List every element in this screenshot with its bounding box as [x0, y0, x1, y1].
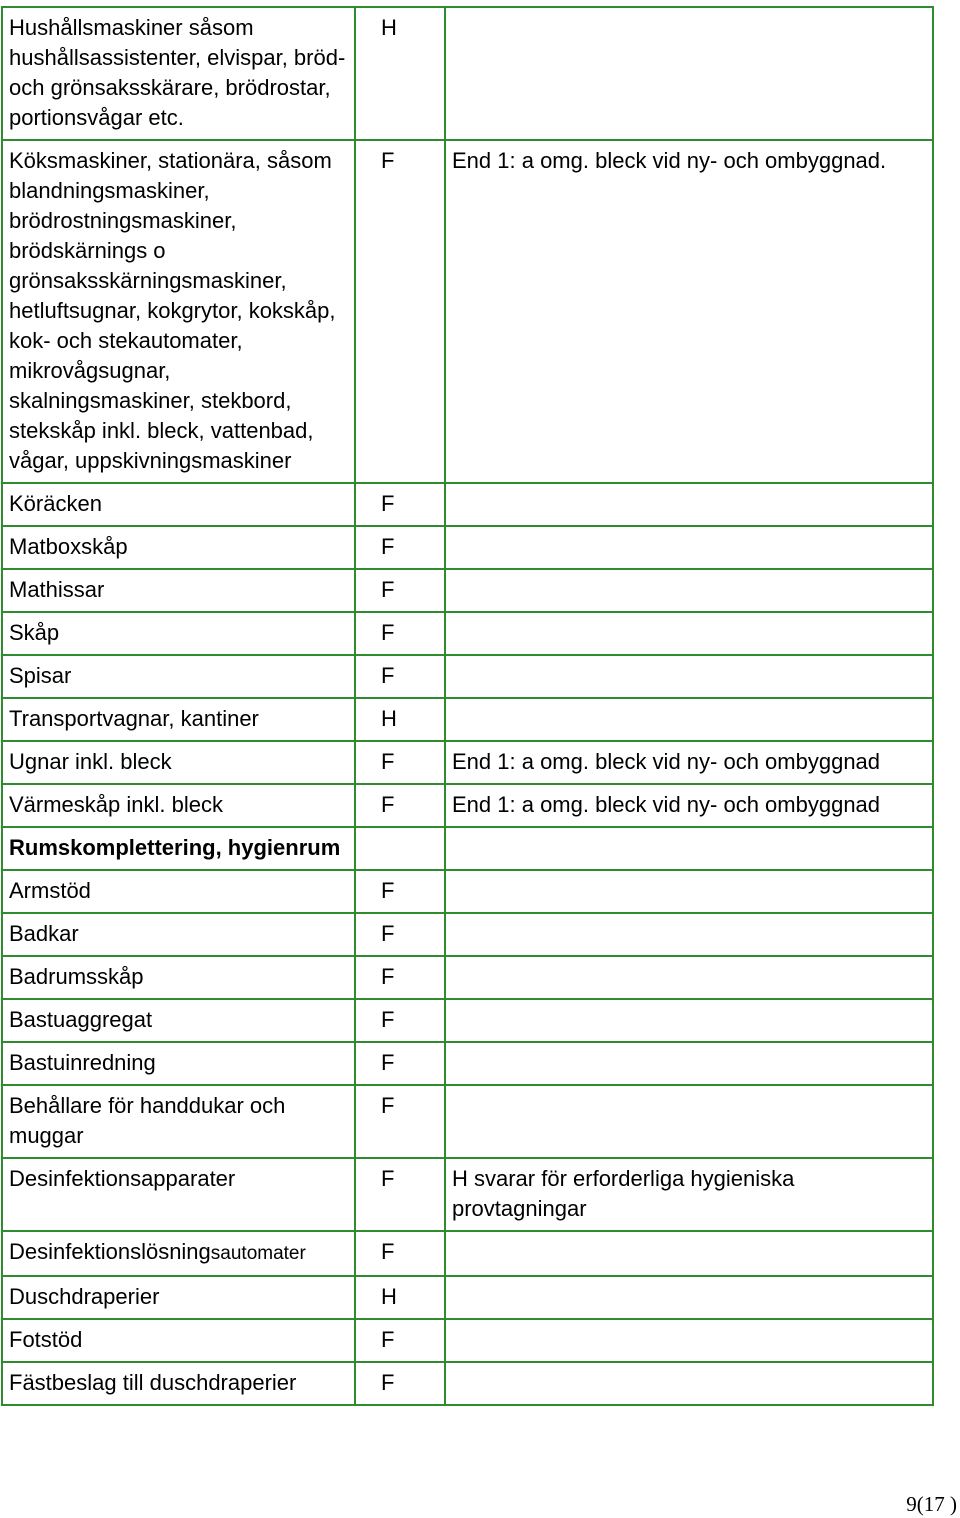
- note-cell: H svarar för erforderliga hygieniska provtagningar: [445, 1158, 933, 1231]
- note-cell: [445, 1319, 933, 1362]
- note-cell: End 1: a omg. bleck vid ny- och ombyggnad.: [445, 140, 933, 483]
- code-cell: H: [355, 698, 445, 741]
- page-number: 9(17 ): [906, 1492, 957, 1516]
- code-cell: F: [355, 784, 445, 827]
- table-row: [2, 569, 933, 612]
- table-row: [2, 483, 933, 526]
- code-cell: F: [355, 1085, 445, 1158]
- note-cell: [445, 1231, 933, 1276]
- item-cell: Fotstöd: [2, 1319, 355, 1362]
- table-row: [2, 956, 933, 999]
- note-cell: [445, 612, 933, 655]
- code-cell: F: [355, 1231, 445, 1276]
- item-cell: Spisar: [2, 655, 355, 698]
- code-cell: F: [355, 870, 445, 913]
- item-cell: Ugnar inkl. bleck: [2, 741, 355, 784]
- code-cell: F: [355, 1319, 445, 1362]
- item-cell: Köräcken: [2, 483, 355, 526]
- note-cell: [445, 1085, 933, 1158]
- section-heading: Rumskomplettering, hygienrum: [2, 827, 355, 870]
- note-cell: [445, 1276, 933, 1319]
- table-row: [2, 741, 933, 784]
- item-cell: Transportvagnar, kantiner: [2, 698, 355, 741]
- code-cell: F: [355, 569, 445, 612]
- code-cell: H: [355, 7, 445, 140]
- code-cell: F: [355, 956, 445, 999]
- note-cell: [445, 870, 933, 913]
- item-cell: Fästbeslag till duschdraperier: [2, 1362, 355, 1405]
- table-row: [2, 1231, 933, 1276]
- table-row: [2, 999, 933, 1042]
- code-cell: F: [355, 526, 445, 569]
- code-cell: F: [355, 1042, 445, 1085]
- code-cell: F: [355, 999, 445, 1042]
- note-cell: End 1: a omg. bleck vid ny- och ombyggnad: [445, 784, 933, 827]
- item-text-small: sautomater: [210, 1243, 306, 1264]
- code-cell: [355, 827, 445, 870]
- table-row: [2, 1042, 933, 1085]
- note-cell: [445, 999, 933, 1042]
- note-cell: [445, 655, 933, 698]
- code-cell: F: [355, 1362, 445, 1405]
- table-row: [2, 140, 933, 483]
- item-cell: Värmeskåp inkl. bleck: [2, 784, 355, 827]
- item-cell: Matboxskåp: [2, 526, 355, 569]
- table-row: [2, 1158, 933, 1231]
- table-row: [2, 698, 933, 741]
- code-cell: F: [355, 1158, 445, 1231]
- code-cell: F: [355, 913, 445, 956]
- table-row: [2, 1085, 933, 1158]
- item-cell: Behållare för handdukar och muggar: [2, 1085, 355, 1158]
- item-cell: Bastuinredning: [2, 1042, 355, 1085]
- table-row: [2, 526, 933, 569]
- item-cell: Köksmaskiner, stationära, såsom blandningsmaskiner, brödrostningsmaskiner, brödskärnings o grönsaksskärningsmaskiner, hetluftsugnar, kokgrytor, kokskåp, kok- och stekautomater, mikrovågsugnar, skalningsmaskiner, stekbord, stekskåp inkl. bleck, vattenbad, vågar, uppskivningsmaskiner: [2, 140, 355, 483]
- table-row: [2, 870, 933, 913]
- note-cell: [445, 7, 933, 140]
- table-row: [2, 655, 933, 698]
- item-cell: Mathissar: [2, 569, 355, 612]
- code-cell: F: [355, 741, 445, 784]
- table-row: [2, 1276, 933, 1319]
- table-row: [2, 1319, 933, 1362]
- item-text-main: Desinfektionslösning: [9, 1239, 211, 1264]
- equipment-responsibility-table: [1, 6, 934, 1406]
- note-cell: [445, 526, 933, 569]
- code-cell: F: [355, 655, 445, 698]
- note-cell: [445, 569, 933, 612]
- table-row: [2, 784, 933, 827]
- section-heading-row: [2, 827, 933, 870]
- code-cell: H: [355, 1276, 445, 1319]
- table-row: [2, 7, 933, 140]
- table-row: [2, 612, 933, 655]
- code-cell: F: [355, 483, 445, 526]
- item-cell: Desinfektionsapparater: [2, 1158, 355, 1231]
- item-cell: Bastuaggregat: [2, 999, 355, 1042]
- note-cell: [445, 913, 933, 956]
- note-cell: [445, 827, 933, 870]
- note-cell: [445, 1362, 933, 1405]
- item-cell: Skåp: [2, 612, 355, 655]
- item-cell: Hushållsmaskiner såsom hushållsassistenter, elvispar, bröd- och grönsaksskärare, brödrostar, portionsvågar etc.: [2, 7, 355, 140]
- note-cell: [445, 483, 933, 526]
- item-cell: Duschdraperier: [2, 1276, 355, 1319]
- note-cell: [445, 698, 933, 741]
- item-cell: Badrumsskåp: [2, 956, 355, 999]
- item-cell: Armstöd: [2, 870, 355, 913]
- table-row: [2, 913, 933, 956]
- item-cell: Badkar: [2, 913, 355, 956]
- note-cell: [445, 1042, 933, 1085]
- code-cell: F: [355, 612, 445, 655]
- code-cell: F: [355, 140, 445, 483]
- note-cell: End 1: a omg. bleck vid ny- och ombyggnad: [445, 741, 933, 784]
- note-cell: [445, 956, 933, 999]
- item-cell: [2, 1231, 355, 1276]
- table-row: [2, 1362, 933, 1405]
